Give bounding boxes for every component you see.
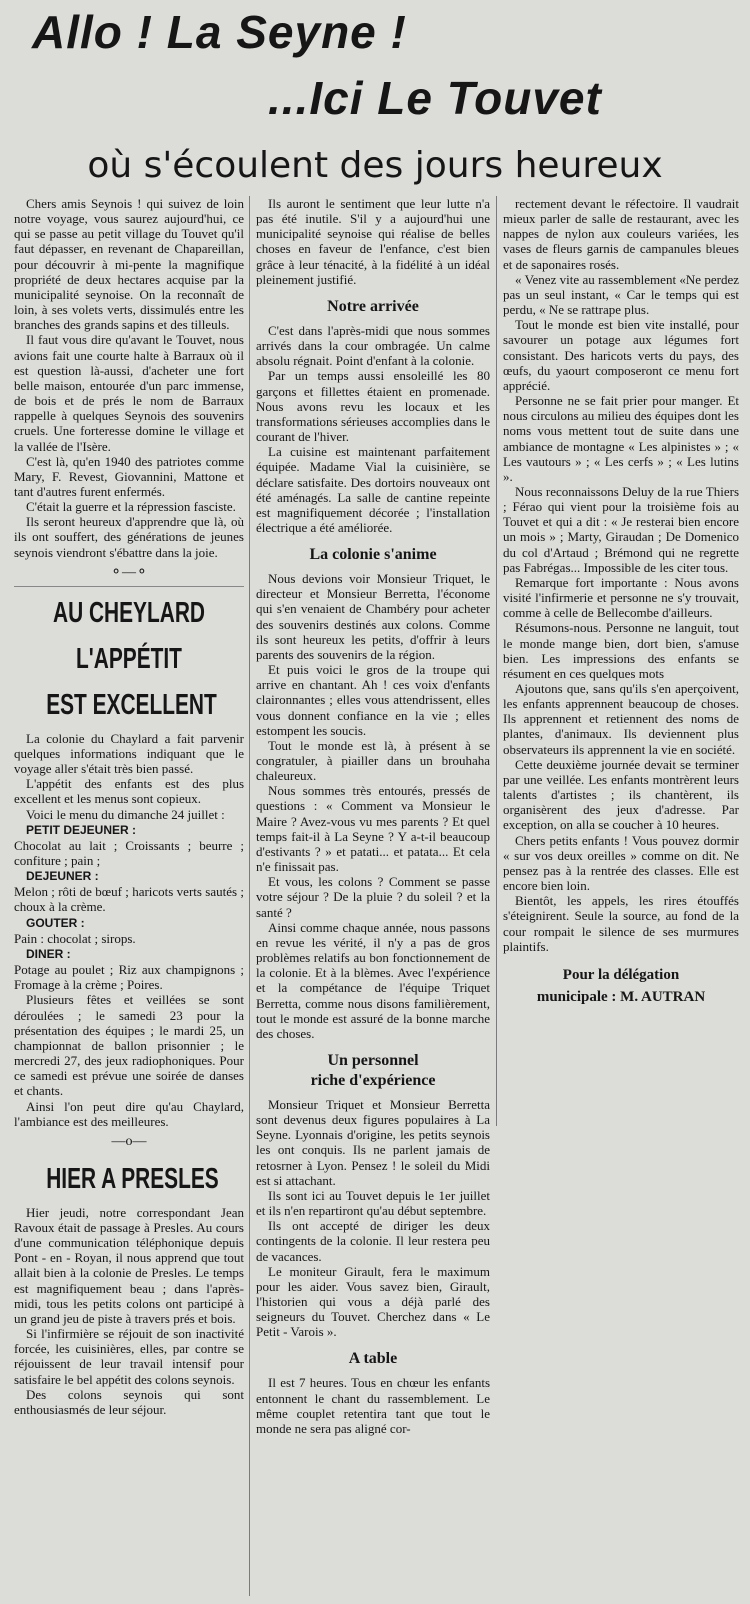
cheylard-title-2: L'APPÉTIT xyxy=(76,642,182,675)
headline-subtitle: où s'écoulent des jours heureux xyxy=(87,145,663,186)
paragraph: La colonie du Chaylard a fait parvenir quelques informations indiquant que le voyage aller s'était très bien passé. xyxy=(14,730,244,777)
paragraph: L'appétit des enfants est des plus excellent et les menus sont copieux. xyxy=(14,776,244,807)
subheading-arrivee: Notre arrivée xyxy=(327,297,419,315)
menu-text: Melon ; rôti de bœuf ; haricots verts sautés ; choux à la crème. xyxy=(14,884,244,915)
menu-label: DEJEUNER : xyxy=(26,869,99,884)
menu-label: GOUTER : xyxy=(26,915,85,930)
subheading-personnel-2: riche d'expérience xyxy=(310,1071,436,1089)
paragraph: Ainsi comme chaque année, nous passons en revue les vérité, il n'y a pas de gros problèmes relatifs au bon fonctionnement de la colonie. Et à la blèmes. Avec l'expérience et la compétance de l'équipe Triquet Berretta, comme nous disons familièrement, tout le monde est assuré de la bonne marche des choses. xyxy=(256,919,490,1041)
presles-title: HIER A PRESLES xyxy=(46,1162,219,1195)
menu-item xyxy=(14,822,244,868)
column-3 xyxy=(503,196,739,1008)
paragraph: Ils seront heureux d'apprendre que là, où ils ont souffert, des générations de jeunes seynois viendront s'ébattre dans la joie. xyxy=(14,514,244,560)
paragraph: Ajoutons que, sans qu'ils s'en aperçoivent, les enfants apprennent beaucoup de choses. Ils apprennent et retiennent des noms de plantes, d'animaux. Ils deviennent plus observateurs ils apprennent la vie en société. xyxy=(503,681,739,757)
subheading-table: A table xyxy=(348,1350,398,1368)
paragraph: « Venez vite au rassemblement «Ne perdez pas un seul instant, « Car le temps qui est perdu, « Ne se rattrape plus. xyxy=(503,271,739,318)
paragraph: C'est dans l'après-midi que nous sommes arrivés dans la cour ombragée. Un calme absolu régnait. Point d'enfant à la colonie. xyxy=(256,322,490,369)
column-1 xyxy=(14,196,244,1417)
paragraph: Ils sont ici au Touvet depuis le 1er juillet et ils n'en repartiront qu'au début septembre. xyxy=(256,1187,490,1219)
paragraph: Résumons-nous. Personne ne languit, tout le monde mange bien, dort bien, s'amuse bien. Les impressions des enfants se résument en ces quelques mots xyxy=(503,620,739,681)
paragraph: Il faut vous dire qu'avant le Touvet, nous avions fait une courte halte à Barraux où il est question là-aussi, d'acheter une fort belle maison, entourée d'un parc immense, de bois et de prés le nom de Barraux rappelle à quelques Seynois des souvenirs cruels. Une forteresse domine le village et la vallée de l'Isère. xyxy=(14,332,244,454)
menu-item xyxy=(14,915,244,946)
paragraph: Et vous, les colons ? Comment se passe votre séjour ? De la pluie ? du soleil ? et la santé ? xyxy=(256,874,490,920)
paragraph: Nous devions voir Monsieur Triquet, le directeur et Monsieur Berretta, l'économe qui s'en venaient de Chambéry pour acheter des souvenirs destinés aux colons. Comme ils sont heureux les petits, d'offrir à leurs parents des souvenirs de la région. xyxy=(256,571,490,662)
menu-text: Potage au poulet ; Riz aux champignons ; Fromage à la crème ; Poires. xyxy=(14,962,244,993)
paragraph: C'est là, qu'en 1940 des patriotes comme Mary, F. Revest, Giovannini, Mattone et tant d'autres furent enfermés. xyxy=(14,453,244,499)
cheylard-title-1: AU CHEYLARD xyxy=(53,596,205,629)
paragraph: Si l'infirmière se réjouit de son inactivité forcée, les cuisinières, elles, par contre se réjouissent de leur travail intensif pour satisfaire le bel appétit des colons seynois. xyxy=(14,1326,244,1387)
cheylard-title-3: EST EXCELLENT xyxy=(46,688,217,721)
menu-item xyxy=(14,868,244,914)
menu-item xyxy=(14,946,244,992)
paragraph: Par un temps aussi ensoleillé les 80 garçons et fillettes étaient en promenade. Nous avons revu les locaux et les transformations sérieuses accomplies dans le courant de l'hiver. xyxy=(256,368,490,445)
paragraph: Nous reconnaissons Deluy de la rue Thiers ; Férao qui vient pour la troisième fois au Touvet et qui a dit : « Je resterai bien encore un mois » ; Marty, Giraudan ; De Domenico du col d'Artaud ; Brémond qui ne regrette pas Fabrégas... Impossible de les citer tous. xyxy=(503,483,739,575)
paragraph: Voici le menu du dimanche 24 juillet : xyxy=(26,806,225,822)
ornament: ⚬—⚬ xyxy=(110,564,148,580)
column-rule-2 xyxy=(496,196,497,1126)
paragraph: Ils ont accepté de diriger les deux contingents de la colonie. Il leur restera peu de vacances. xyxy=(256,1218,490,1264)
paragraph: Ainsi l'on peut dire qu'au Chaylard, l'ambiance est des meilleures. xyxy=(14,1098,244,1129)
signature-line-2: municipale : M. AUTRAN xyxy=(536,988,706,1005)
paragraph: Ils auront le sentiment que leur lutte n'a pas été inutile. S'il y a aujourd'hui une municipalité seynoise qui réalise de belles choses en faveur de l'enfance, c'est bien grâce à leur ténacité, à la fidélité à un idéal pleinement justifié. xyxy=(256,196,490,287)
signature xyxy=(503,964,739,1008)
paragraph: Monsieur Triquet et Monsieur Berretta sont devenus deux figures populaires à La Seyne. Lyonnais d'origine, les petits seynois les ont conquis. Ils ne parlent jamais de retosrner à Lyon. Pensez ! le soleil du Midi est si attachant. xyxy=(256,1096,490,1188)
paragraph: Nous sommes très entourés, pressés de questions : « Comment va Monsieur le Maire ? Avez-vous vu mes parents ? Et quel temps fait-il à La Seyne ? Y a-t-il beaucoup d'estivants ? » et patati... et patata... Et cela n'e finissait pas. xyxy=(256,783,490,875)
column-rule-1 xyxy=(249,196,250,1596)
paragraph: Et puis voici le gros de la troupe qui arrive en chantant. Ah ! ces voix d'enfants claironnantes ; elles vous attendrissent, elles vous donnent confiance en la vie ; elles estompent les soucis. xyxy=(256,662,490,738)
column-2 xyxy=(256,196,490,1436)
paragraph: Bientôt, les appels, les rires étouffés s'éteignirent. Seule la source, au fond de la cour rompait le silence de ses murmures plaintifs. xyxy=(503,893,739,954)
subheading-colonie: La colonie s'anime xyxy=(309,546,437,564)
divider xyxy=(14,586,244,587)
subheading-personnel-1: Un personnel xyxy=(327,1051,419,1069)
signature-line-1: Pour la délégation xyxy=(562,966,680,983)
paragraph: C'était la guerre et la répression fasciste. xyxy=(26,499,236,515)
menu-text: Pain : chocolat ; sirops. xyxy=(14,930,136,946)
headline-line-2: ...Ici Le Touvet xyxy=(268,72,602,124)
paragraph: Tout le monde est là, à présent à se congratuler, à piailler dans un brouhaha chaleureux. xyxy=(256,737,490,784)
paragraph: Chers amis Seynois ! qui suivez de loin notre voyage, vous saurez aujourd'hui, ce qui se passe au petit village du Touvet qu'il faut dépasser, en revenant de Chapareillan, pour découvrir à mi-pente la magnifique propriété de deux hectares acquise par la municipalité seynoise. On la reconnaît de loin, à ses volets verts, dissimulés entre les branches des grands sapins et des tilleuls. xyxy=(14,196,244,333)
paragraph: Hier jeudi, notre correspondant Jean Ravoux était de passage à Presles. Au cours d'une communication téléphonique depuis Pont - en - Royan, il nous apprend que tout allait bien à la colonie de Presles. Le temps est magnifiquement beau ; dans l'après-midi, tous les petits colons ont participé à un grand jeu de piste à travers prés et bois. xyxy=(14,1204,244,1326)
paragraph: Personne ne se fait prier pour manger. Et nous circulons au milieu des équipes dont les noms vous mettent tout de suite dans une ambiance de montagne « Les alpinistes » ; « Les vautours » ; « Les cerfs » ; « Les lutins ». xyxy=(503,393,739,484)
paragraph: Tout le monde est bien vite installé, pour savourer un potage aux légumes fort consistant. Des haricots verts du pays, des œufs, du yaourt composeront ce menu fort apprécié. xyxy=(503,317,739,393)
paragraph: Remarque fort importante : Nous avons visité l'infirmerie et personne ne s'y trouvait, comme à celle de Bellecombe d'ailleurs. xyxy=(503,574,739,621)
paragraph: La cuisine est maintenant parfaitement équipée. Madame Vial la cuisinière, se déclare satisfaite. Des dortoirs nouveaux ont été aménagés. La salle de cantine repeinte est magnifiquement décorée ; l'installation électrique a été améliorée. xyxy=(256,444,490,535)
paragraph: Il est 7 heures. Tous en chœur les enfants entonnent le chant du rassemblement. Le même couplet retentira tant que tout le monde ne sera pas aligné cor- xyxy=(256,1375,490,1436)
ornament: —o— xyxy=(111,1133,147,1149)
paragraph: Des colons seynois qui sont enthousiasmés de leur séjour. xyxy=(14,1386,244,1417)
paragraph: Cette deuxième journée devait se terminer par une veillée. Les enfants montrèrent leurs talents d'artistes ; ils chantèrent, ils organisèrent des jeux d'adresse. Par exception, on alla se coucher à 10 heures. xyxy=(503,756,739,833)
menu-label: DINER : xyxy=(26,946,71,961)
paragraph: Le moniteur Girault, fera le maximum pour les aider. Vous savez bien, Girault, l'historien qui vous a déjà parlé des seigneurs du Touvet. Cherchez dans « Le Petit - Varois ». xyxy=(256,1263,490,1340)
menu-text: Chocolat au lait ; Croissants ; beurre ; confiture ; pain ; xyxy=(14,837,244,868)
paragraph: rectement devant le réfectoire. Il vaudrait mieux parler de salle de restaurant, avec les nappes de nylon aux couleurs variées, les vases de fleurs garnis de campanules bleues et de saponaires rosés. xyxy=(503,196,739,272)
headline-line-1: Allo ! La Seyne ! xyxy=(32,6,407,58)
paragraph: Plusieurs fêtes et veillées se sont déroulées ; le samedi 23 pour la présentation des équipes ; le mardi 25, un championnat de ballon prisonnier ; le mercredi 27, des jeux radiophoniques. Pour ce samedi est prévue une soirée de danses et chants. xyxy=(14,992,244,1099)
menu-label: PETIT DEJEUNER : xyxy=(26,822,137,837)
paragraph: Chers petits enfants ! Vous pouvez dormir « sur vos deux oreilles » comme on dit. Ne pensez pas à la rentrée des classes. Elle est encore bien loin. xyxy=(503,832,739,894)
